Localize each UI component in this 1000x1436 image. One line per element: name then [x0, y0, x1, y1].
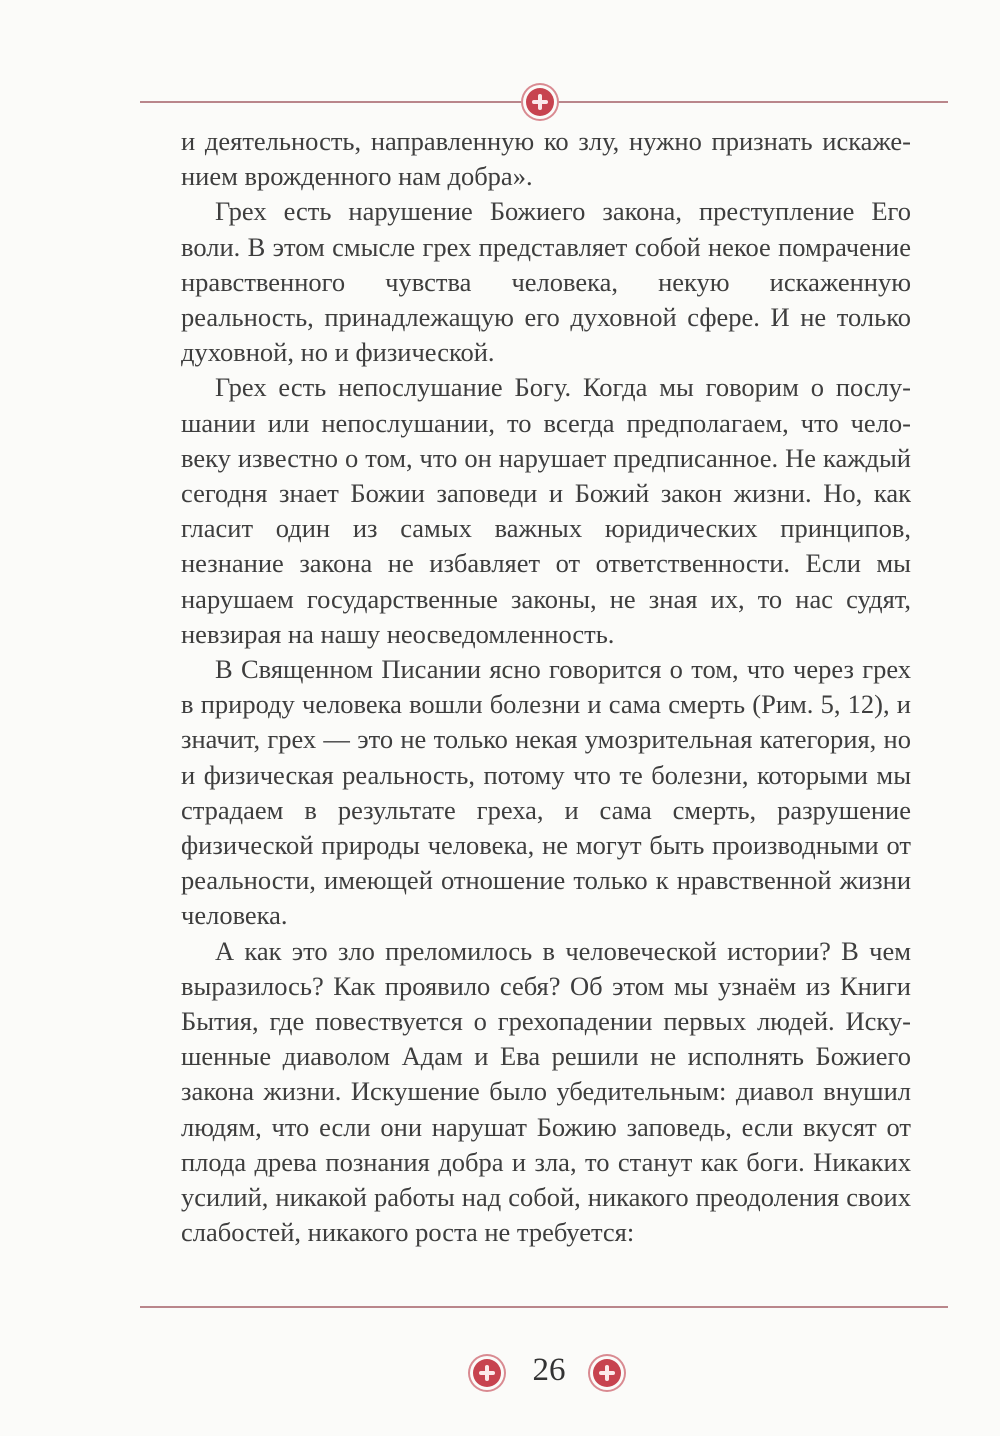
- paragraph: В Священном Писании ясно говорится о том, что через грех в природу человека вошли болезни и сама смерть (Рим. 5, 12), и значит, грех — это не только некая умозрительная категория, но и физическая реальность, потому что те болезни, которыми мы страдаем в результате греха, и сама смерть, разрушение физической природы человека, не могут быть производными от реальности, имеющей отношение только к нравственной жизни человека.: [181, 654, 911, 931]
- footer-ornament-right-icon: [593, 1359, 621, 1387]
- header-ornament-icon: [526, 88, 554, 116]
- bottom-rule: [140, 1306, 948, 1308]
- paragraph-continued: и деятельность, направленную ко злу, нужно признать искажением врожденного нам добра».: [181, 126, 911, 192]
- page-body-text: [181, 124, 911, 1251]
- paragraph: Грех есть непослушание Богу. Когда мы говорим о послушании или непослушании, то всегда предполагаем, что человеку известно о том, что он нарушает предписанное. Не каждый сегодня знает Божии заповеди и Божий закон жизни. Но, как гласит один из самых важных юридических принципов, незнание закона не избавляет от ответственности. Если мы нарушаем государственные законы, не зная их, то нас судят, невзирая на нашу неосведомленность.: [181, 372, 911, 649]
- paragraph: Грех есть нарушение Божиего закона, преступление Его воли. В этом смысле грех представляет собой некое помрачение нравственного чувства человека, некую искаженную реальность, принадлежащую его духовной сфере. И не только духовной, но и физической.: [181, 196, 911, 368]
- footer-ornament-left-icon: [473, 1359, 501, 1387]
- page-number: 26: [532, 1352, 566, 1388]
- paragraph: А как это зло преломилось в человеческой истории? В чем выразилось? Как проявило себя? Об этом мы узнаём из Книги Бытия, где повествуется о грехопадении первых людей. Искушенные диаволом Адам и Ева решили не исполнять Божиего закона жизни. Искушение было убедительным: диавол внушил людям, что если они нарушат Божию заповедь, если вкусят от плода древа познания добра и зла, то станут как боги. Никаких усилий, никакой работы над собой, никакого преодоления своих слабостей, никакого роста не требуется:: [181, 935, 911, 1248]
